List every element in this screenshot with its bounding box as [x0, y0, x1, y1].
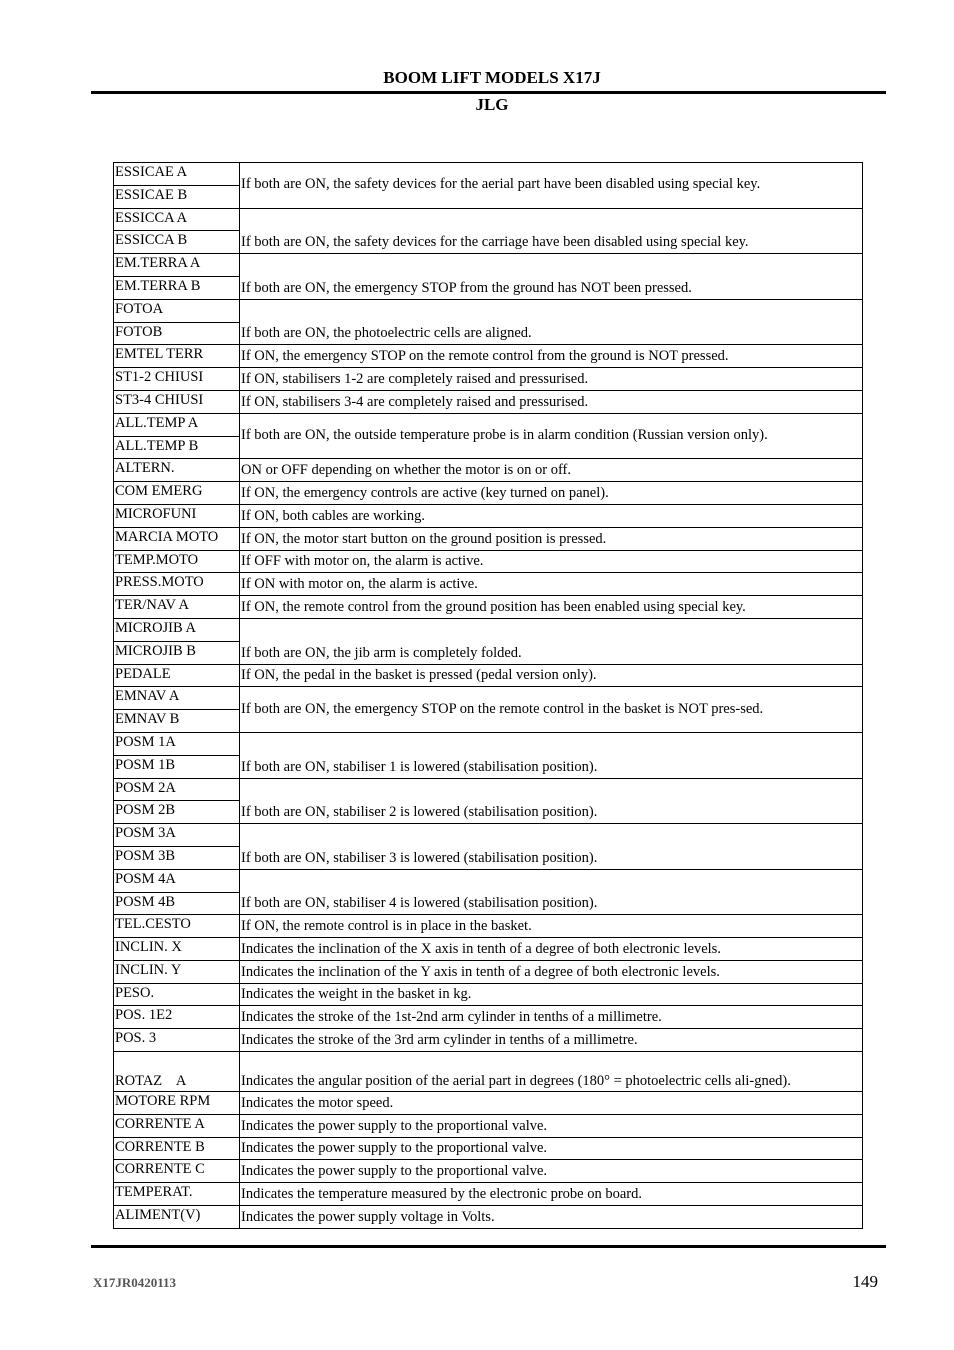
table-row: [114, 163, 863, 186]
signal-description-cell: Indicates the power supply to the proportional valve.: [240, 1160, 863, 1183]
signal-description-cell: If ON, the emergency STOP on the remote control from the ground is NOT pressed.: [240, 345, 863, 368]
table-row: [114, 732, 863, 755]
signal-name-cell: CORRENTE A: [114, 1114, 240, 1137]
table-row: [114, 1052, 863, 1092]
table-row: [114, 1183, 863, 1206]
signal-description-cell: If OFF with motor on, the alarm is active.: [240, 550, 863, 573]
signal-name-cell: POSM 3B: [114, 846, 240, 869]
page-subtitle: JLG: [475, 95, 509, 114]
signal-name-cell: POSM 1A: [114, 732, 240, 755]
signal-name-cell: ST3-4 CHIUSI: [114, 390, 240, 413]
table-row: [114, 413, 863, 436]
signal-name-cell: TEL.CESTO: [114, 915, 240, 938]
signal-name-cell: POS. 3: [114, 1029, 240, 1052]
table-row: [114, 1092, 863, 1115]
signal-description-cell: If ON, stabilisers 1-2 are completely raised and pressurised.: [240, 368, 863, 391]
signal-name-cell: MICROJIB A: [114, 618, 240, 641]
table-row: [114, 299, 863, 322]
signal-description-cell: Indicates the weight in the basket in kg.: [240, 983, 863, 1006]
signal-description-cell: If ON, the remote control is in place in the basket.: [240, 915, 863, 938]
table-row: [114, 573, 863, 596]
signal-name-cell: PEDALE: [114, 664, 240, 687]
page-number: 149: [852, 1272, 878, 1291]
signal-name-cell: ROTAZ A: [114, 1052, 240, 1092]
table-row: [114, 208, 863, 231]
signal-description-cell: If both are ON, the photoelectric cells are aligned.: [240, 299, 863, 345]
signal-description-cell: Indicates the motor speed.: [240, 1092, 863, 1115]
signal-description-cell: If both are ON, the outside temperature probe is in alarm condition (Russian version only).: [240, 413, 863, 459]
table-row: [114, 915, 863, 938]
signals-table-body: [114, 163, 863, 1229]
table-row: [114, 459, 863, 482]
signal-name-cell: EM.TERRA A: [114, 254, 240, 277]
page-title: BOOM LIFT MODELS X17J: [383, 68, 601, 87]
signal-name-cell: MICROFUNI: [114, 504, 240, 527]
signal-description-cell: Indicates the power supply to the proportional valve.: [240, 1114, 863, 1137]
signal-name-cell: ALL.TEMP B: [114, 436, 240, 459]
signal-description-cell: If both are ON, stabiliser 4 is lowered (stabilisation position).: [240, 869, 863, 915]
signal-name-cell: EMTEL TERR: [114, 345, 240, 368]
signal-name-cell: COM EMERG: [114, 482, 240, 505]
signal-name-cell: ESSICCA A: [114, 208, 240, 231]
table-row: [114, 1206, 863, 1229]
signal-description-cell: If both are ON, the emergency STOP on the remote control in the basket is NOT pres-sed.: [240, 687, 863, 733]
signal-description-cell: If ON, the remote control from the ground position has been enabled using special key.: [240, 596, 863, 619]
table-row: [114, 1160, 863, 1183]
signal-description-cell: If both are ON, the jib arm is completely folded.: [240, 618, 863, 664]
signal-description-cell: If ON with motor on, the alarm is active.: [240, 573, 863, 596]
table-row: [114, 938, 863, 961]
signal-name-cell: MARCIA MOTO: [114, 527, 240, 550]
signal-description-cell: Indicates the inclination of the X axis in tenth of a degree of both electronic levels.: [240, 938, 863, 961]
table-row: [114, 983, 863, 1006]
signal-name-cell: MOTORE RPM: [114, 1092, 240, 1115]
signal-name-cell: CORRENTE C: [114, 1160, 240, 1183]
signal-description-cell: Indicates the stroke of the 1st-2nd arm cylinder in tenths of a millimetre.: [240, 1006, 863, 1029]
table-row: [114, 390, 863, 413]
signal-description-cell: Indicates the inclination of the Y axis in tenth of a degree of both electronic levels.: [240, 960, 863, 983]
document-code: X17JR0420113: [93, 1275, 177, 1290]
signal-name-cell: POSM 2B: [114, 801, 240, 824]
table-row: [114, 778, 863, 801]
signal-name-cell: ALIMENT(V): [114, 1206, 240, 1229]
signal-name-cell: EMNAV A: [114, 687, 240, 710]
table-row: [114, 482, 863, 505]
signal-name-cell: FOTOB: [114, 322, 240, 345]
table-row: [114, 687, 863, 710]
table-row: [114, 504, 863, 527]
signal-name-cell: POS. 1E2: [114, 1006, 240, 1029]
signal-name-cell: ST1-2 CHIUSI: [114, 368, 240, 391]
table-row: [114, 527, 863, 550]
signal-description-cell: Indicates the angular position of the aerial part in degrees (180° = photoelectric cells ali-gned).: [240, 1052, 863, 1092]
signal-description-cell: If both are ON, stabiliser 3 is lowered (stabilisation position).: [240, 824, 863, 870]
signal-name-cell: ESSICCA B: [114, 231, 240, 254]
table-row: [114, 824, 863, 847]
table-row: [114, 550, 863, 573]
signal-name-cell: POSM 3A: [114, 824, 240, 847]
signal-name-cell: POSM 2A: [114, 778, 240, 801]
signal-name-cell: EM.TERRA B: [114, 276, 240, 299]
table-row: [114, 1137, 863, 1160]
table-row: [114, 345, 863, 368]
signal-description-cell: If ON, the pedal in the basket is pressed (pedal version only).: [240, 664, 863, 687]
signal-name-cell: TEMPERAT.: [114, 1183, 240, 1206]
signals-table: [113, 162, 863, 1229]
table-row: [114, 368, 863, 391]
signal-description-cell: ON or OFF depending on whether the motor is on or off.: [240, 459, 863, 482]
signal-name-cell: PESO.: [114, 983, 240, 1006]
table-row: [114, 1029, 863, 1052]
signal-description-cell: Indicates the power supply to the proportional valve.: [240, 1137, 863, 1160]
signal-description-cell: If both are ON, stabiliser 1 is lowered (stabilisation position).: [240, 732, 863, 778]
signal-description-cell: If ON, both cables are working.: [240, 504, 863, 527]
signal-description-cell: If ON, stabilisers 3-4 are completely raised and pressurised.: [240, 390, 863, 413]
signal-name-cell: MICROJIB B: [114, 641, 240, 664]
table-row: [114, 869, 863, 892]
signal-description-cell: If ON, the motor start button on the ground position is pressed.: [240, 527, 863, 550]
signal-name-cell: ESSICAE B: [114, 185, 240, 208]
signal-name-cell: ALL.TEMP A: [114, 413, 240, 436]
signal-description-cell: Indicates the power supply voltage in Volts.: [240, 1206, 863, 1229]
table-row: [114, 596, 863, 619]
signal-description-cell: If ON, the emergency controls are active (key turned on panel).: [240, 482, 863, 505]
table-row: [114, 618, 863, 641]
table-row: [114, 960, 863, 983]
signal-name-cell: ESSICAE A: [114, 163, 240, 186]
signal-description-cell: If both are ON, the safety devices for the aerial part have been disabled using special key.: [240, 163, 863, 209]
signal-name-cell: POSM 4B: [114, 892, 240, 915]
footer-divider: [91, 1245, 886, 1248]
signal-name-cell: TEMP.MOTO: [114, 550, 240, 573]
signal-name-cell: INCLIN. Y: [114, 960, 240, 983]
table-row: [114, 664, 863, 687]
signal-name-cell: PRESS.MOTO: [114, 573, 240, 596]
signal-description-cell: If both are ON, the safety devices for the carriage have been disabled using special key.: [240, 208, 863, 254]
signal-name-cell: CORRENTE B: [114, 1137, 240, 1160]
signal-name-cell: INCLIN. X: [114, 938, 240, 961]
table-row: [114, 254, 863, 277]
signal-name-cell: FOTOA: [114, 299, 240, 322]
signal-name-cell: POSM 1B: [114, 755, 240, 778]
signal-name-cell: POSM 4A: [114, 869, 240, 892]
header-divider: [91, 91, 886, 94]
signal-description-cell: Indicates the stroke of the 3rd arm cylinder in tenths of a millimetre.: [240, 1029, 863, 1052]
signal-name-cell: ALTERN.: [114, 459, 240, 482]
signal-description-cell: If both are ON, the emergency STOP from the ground has NOT been pressed.: [240, 254, 863, 300]
signal-description-cell: Indicates the temperature measured by the electronic probe on board.: [240, 1183, 863, 1206]
table-row: [114, 1114, 863, 1137]
signal-name-cell: TER/NAV A: [114, 596, 240, 619]
table-row: [114, 1006, 863, 1029]
signal-name-cell: EMNAV B: [114, 710, 240, 733]
signal-description-cell: If both are ON, stabiliser 2 is lowered (stabilisation position).: [240, 778, 863, 824]
